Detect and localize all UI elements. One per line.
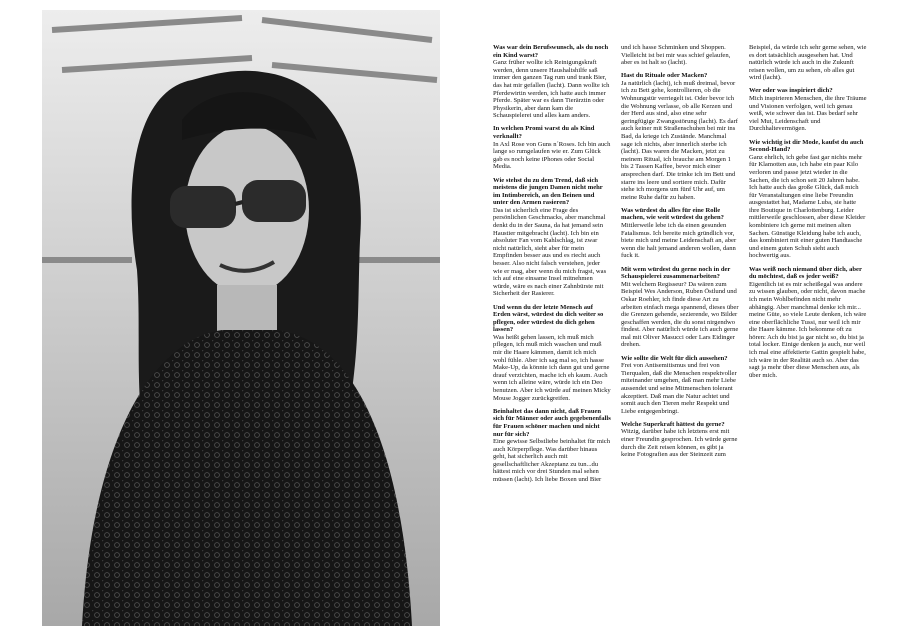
answer: Frei von Antisemitismus und frei von Tierqualen, daß die Menschen respektvoller miteinander umgehen, daß man mehr Liebe aussendet und seine Mitmenschen tolerant akzeptiert. Daß man die Natur achtet und somit auch den Tieren mehr Respekt und Liebe entgegenbringt.: [621, 362, 737, 415]
answer: Mittlerweile lebe ich da einen gesunden Fatalismus. Ich bereite mich gründlich vor, biete mich und meine Leidenschaft an, aber wenn die halt jemand anderen wollen, dann fuck it.: [621, 222, 737, 260]
text-column-1: [493, 44, 611, 489]
question: Wie wichtig ist dir Mode, kaufst du auch Second-Hand?: [749, 138, 864, 154]
answer-continued: und ich hasse Schminken und Shoppen. Vielleicht ist bei mir was schief gelaufen, aber es ist halt so (lacht).: [621, 44, 731, 67]
answer: Eigentlich ist es mir scheißegal was andere zu wissen glauben, oder nicht, davon mache ich mein Wohlbefinden nicht mehr abhängig. Aber manchmal denke ich mir... meine Güte, so viele Leute denken, ich wäre eine oberflächliche Tussi, nur weil ich mir die Haare kämme. Ich bekomme oft zu hören: Ach du bist ja gar nicht so, du bist ja total locker. Einige denken ja auch, nur weil ich mal eine affektierte Gattin gespielt habe, ich wäre in der Realität auch so. Aber das sagt ja mehr über diese Menschen aus, als über mich.: [749, 280, 867, 379]
portrait-photo: [42, 10, 440, 626]
question: In welchen Promi warst du als Kind verknallt?: [493, 125, 595, 141]
question: Und wenn du der letzte Mensch auf Erden wärst, würdest du dich weiter so pflegen, oder würdest du dich gehen lassen?: [493, 303, 604, 334]
answer: Was heißt gehen lassen, ich muß mich pflegen, ich muß mich waschen und muß mir die Haare kämmen, damit ich mich wohl fühle. Aber ich sag mal so, ich hasse Make-Up, da könnte ich dann gut und gerne drauf verzichten, mache ich eh kaum. Auch wenn ich alleine wäre, würde ich ein Deo benutzen. Aber ich würde auf meinen Micky Mouse Jogger zurückgreifen.: [493, 333, 611, 402]
question: Was war dein Berufswunsch, als du noch ein Kind warst?: [493, 44, 609, 59]
answer: Eine gewisse Selbstliebe beinhaltet für mich auch Körperpflege. Was darüber hinaus geht, hat sicherlich auch mit gesellschaftlicher Akzeptanz zu tun...du hättest mich vor drei Stunden mal sehen müssen (lacht). Ich liebe Boxen und Bier: [493, 438, 611, 484]
answer: Mich inspirieren Menschen, die ihre Träume und Visionen verfolgen, weil ich genau weiß, wie schwer das ist. Das bedarf sehr viel Mut, Leidenschaft und Durchhaltevermögen.: [749, 95, 867, 133]
question: Was weiß noch niemand über dich, aber du möchtest, daß es jeder weiß?: [749, 265, 862, 281]
answer: Ganz ehrlich, ich gebe fast gar nichts mehr für Klamotten aus, ich habe ein paar Kilo verloren und passe jetzt wieder in die Sachen, die ich schon seit 20 Jahren habe. Ich hatte auch das große Glück, daß mich für Veranstaltungen eine liebe Freundin ausgestattet hat, Madame Luba, sie hatte ihre Boutique in Charlottenburg. Leider mittlerweile geschlossen, aber diese Kleider kombiniere ich gerne mit meinen alten Sachen. Günstige Kleidung habe ich auch, das kombiniert mit einer guten Handtasche und einem guten Schuh sieht auch hochwertig aus.: [749, 153, 866, 260]
question: Hast du Rituale oder Macken?: [621, 72, 708, 80]
answer: Witzig, darüber habe ich letztens erst mit einer Freundin gesprochen. Ich würde gerne durch die Zeit reisen können, es gibt ja keine Fotografien aus der Steinzeit zum: [621, 428, 738, 459]
question: Wie stehst du zu dem Trend, daß sich meistens die jungen Damen nicht mehr im Intimbereich, an den Beinen und unter den Armen rasieren?: [493, 176, 603, 207]
text-column-3: [749, 44, 867, 385]
answer-continued: Beispiel, da würde ich sehr gerne sehen, wie es dort tatsächlich ausgesehen hat. Und natürlich würde ich auch in die Zukunft reisen wollen, um zu sehen, ob alles gut wird (lacht).: [749, 44, 867, 82]
answer: Ganz früher wollte ich Reinigungskraft werden, denn unsere Haushaltshilfe saß immer den ganzen Tag rum und trank Bier, das hat mir gefallen (lacht). Dann wollte ich Pferdewirtin werden, ich hatte auch immer Pferde. Später war es dann Tierärztin oder Physikerin, aber dann kam die Schauspielerei und alles kam anders.: [493, 59, 610, 120]
question: Was würdest du alles für eine Rolle machen, wie weit würdest du gehen?: [621, 206, 724, 222]
answer: In Axl Rose von Guns n´Roses. Ich bin auch lange so rumgelaufen wie er. Zum Glück gab es noch keine iPhones oder Social Media.: [493, 140, 611, 171]
question: Mit wem würdest du gerne noch in der Schauspielerei zusammenarbeiten?: [621, 265, 731, 281]
question: Wie sollte die Welt für dich aussehen?: [621, 354, 728, 362]
question: Welche Superkraft hättest du gerne?: [621, 420, 725, 428]
answer: Das ist sicherlich eine Frage des persönlichen Geschmacks, aber manchmal denkt du in der Sauna, da hat jemand sein Haustier mitgebracht (lacht). Ich bin ein absoluter Fan vom Kahlschlag, ist zwar nicht natürlich, sieht aber für mein Empfinden besser aus und es riecht auch besser. Also nicht falsch verstehen, jeder wie er mag, aber wenn du mich fragst, was ich auf eine einsame Insel mitnehmen würde, wäre es nach einer Zahnbürste mit Sicherheit der Rasierer.: [493, 206, 607, 298]
question: Wer oder was inspiriert dich?: [749, 87, 833, 95]
answer: Mit welchem Regisseur? Da wären zum Beispiel Wes Anderson, Ruben Östlund und Oskar Roehler, ich finde diese Art zu arbeiten einfach mega spannend, dieses über die Grenzen gehende, sezierende, wo Bilder geschaffen werden, die du sonst nirgendwo findest. Aber natürlich würde ich auch gerne mal mit Oliver Masucci oder Lars Eidinger drehen.: [621, 280, 739, 349]
portrait-illustration: [42, 10, 440, 626]
question: Beinhaltet das dann nicht, daß Frauen sich für Männer oder auch gegebenenfalls für Frauen schöner machen und nicht nur für sich?: [493, 407, 611, 438]
text-column-2: [621, 44, 739, 464]
answer: Ja natürlich (lacht), ich muß dreimal, bevor ich zu Bett gehe, kontrollieren, ob die Wohnungstür verriegelt ist. Oder bevor ich die Wohnung verlasse, ob alle Kerzen und der Herd aus sind, also eine sehr geringfügige Zwangsstörung (lacht). Es darf auch keiner mit Straßenschuhen bei mir ins Bad, da kriege ich Zustände. Manchmal sage ich nichts, aber innerlich sterbe ich (lacht). Das waren die Macken, jetzt zu meinem Ritual, ich brauche am Morgen 1 bis 2 Tassen Kaffee, bevor mich einer ansprechen darf. Die trinke ich im Bett und starre ins leere und sortiere mich. Dafür stehe ich morgens um fünf Uhr auf, um meine Ruhe dafür zu haben.: [621, 79, 739, 201]
